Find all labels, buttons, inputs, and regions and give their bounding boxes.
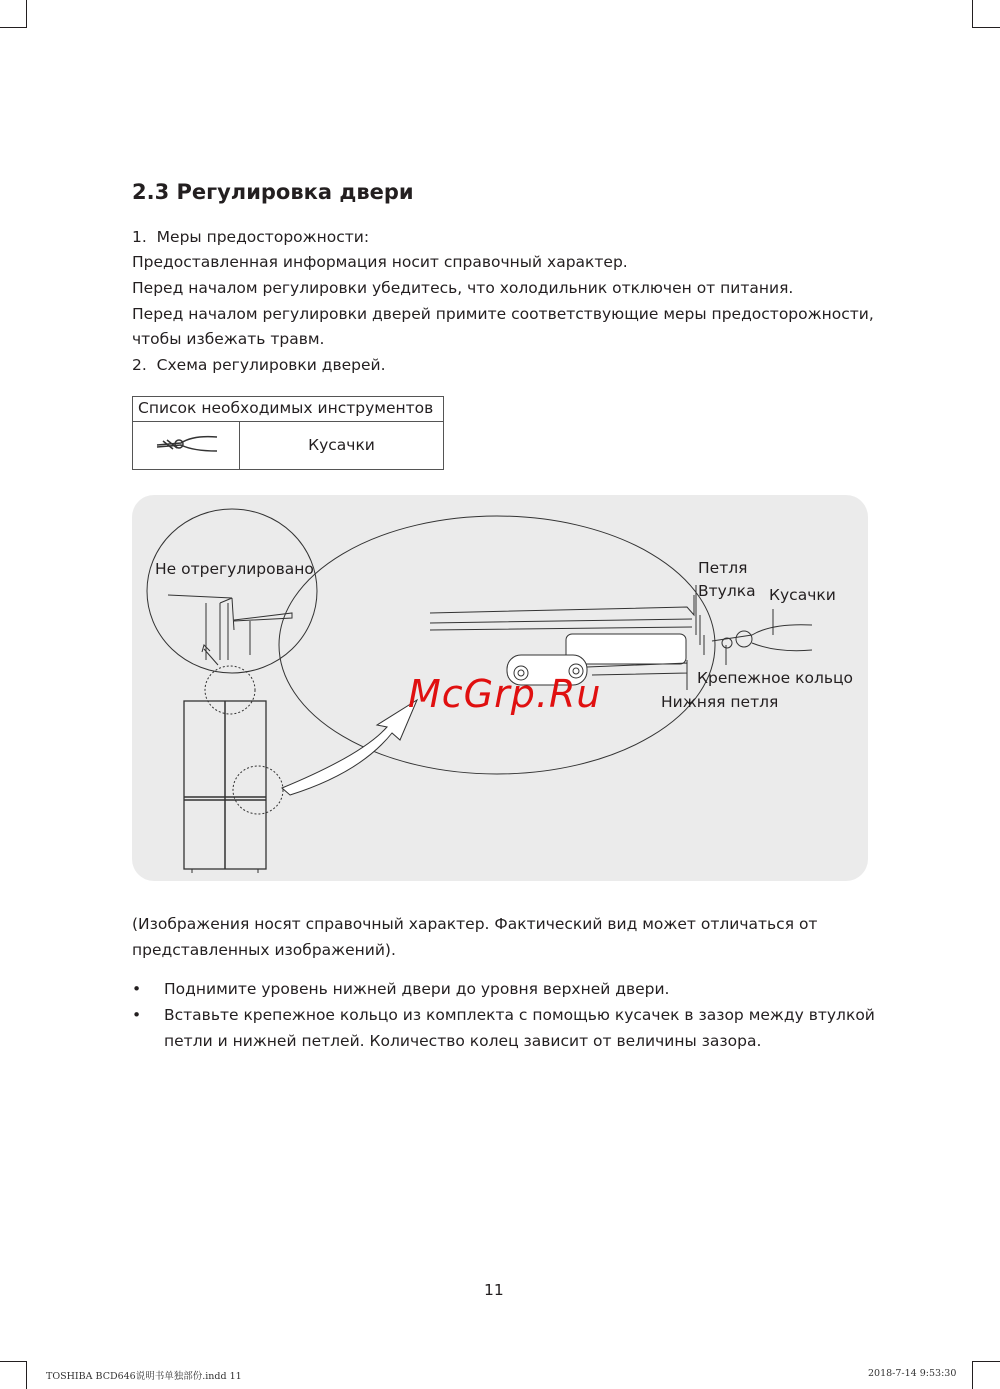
bullet-icon: • (132, 1006, 142, 1024)
tool-name: Кусачки (308, 436, 375, 454)
paragraph: Перед началом регулировки дверей примите соответствующие меры предосторожности, (132, 305, 874, 323)
item-text: Меры предосторожности: (156, 228, 370, 246)
list-item-1 (132, 227, 369, 247)
crop-mark (972, 1362, 973, 1389)
paragraph: Предоставленная информация носит справочный характер. (132, 253, 628, 271)
paragraph: чтобы избежать травм. (132, 330, 325, 348)
bullet-icon: • (132, 980, 142, 998)
note: (Изображения носят справочный характер. Фактический вид может отличаться от (132, 915, 818, 933)
paragraph: Перед началом регулировки убедитесь, что холодильник отключен от питания. (132, 279, 794, 297)
crop-mark (972, 27, 1000, 28)
pliers-icon (133, 421, 240, 469)
label-lower-hinge: Нижняя петля (661, 693, 779, 711)
item-text: Схема регулировки дверей. (156, 356, 386, 374)
bullet-text: петли и нижней петлей. Количество колец зависит от величины зазора. (164, 1032, 762, 1050)
crop-mark (0, 1361, 27, 1362)
watermark: McGrp.Ru (408, 672, 602, 716)
page-number: 11 (484, 1281, 504, 1299)
list-item-2 (132, 355, 386, 375)
tools-table (132, 396, 444, 470)
item-number: 2. (132, 356, 147, 374)
section-heading: 2.3 Регулировка двери (132, 180, 414, 204)
crop-mark (26, 1362, 27, 1389)
crop-mark (972, 0, 973, 27)
footer-file: TOSHIBA BCD646说明书单独部份.indd 11 (46, 1371, 242, 1382)
item-number: 1. (132, 228, 147, 246)
tools-table-header: Список необходимых инструментов (133, 397, 443, 422)
label-hinge: Петля (698, 559, 748, 577)
label-not-adjusted: Не отрегулировано (155, 560, 314, 578)
bullet-text: Поднимите уровень нижней двери до уровня верхней двери. (164, 980, 670, 998)
crop-mark (0, 27, 27, 28)
crop-mark (26, 0, 27, 27)
note: представленных изображений). (132, 941, 396, 959)
bullet-text: Вставьте крепежное кольцо из комплекта с помощью кусачек в зазор между втулкой (164, 1006, 875, 1024)
label-pliers: Кусачки (769, 586, 836, 604)
label-retaining-ring: Крепежное кольцо (697, 669, 854, 687)
crop-mark (972, 1361, 1000, 1362)
label-bushing: Втулка (698, 582, 756, 600)
footer-datetime: 2018-7-14 9:53:30 (868, 1368, 957, 1379)
